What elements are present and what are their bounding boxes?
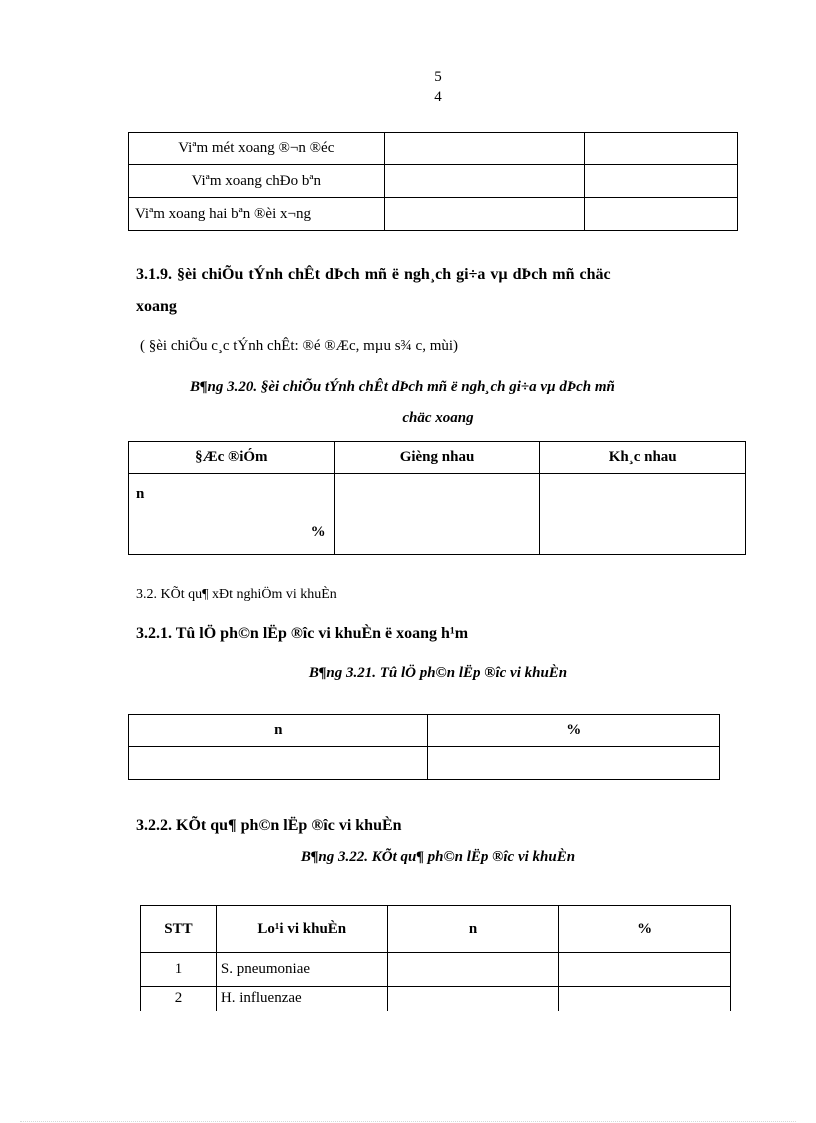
table-row — [141, 953, 731, 987]
column-header: §Æc ®iÓm — [129, 442, 335, 474]
table-cell: Viªm mét xoang ®¬n ®éc — [129, 133, 385, 165]
table-diagnosis-continued — [128, 132, 738, 231]
table-cell — [559, 987, 731, 1012]
table-cell — [585, 198, 738, 231]
page-bottom-divider — [20, 1121, 796, 1122]
table-caption-3-21: B¶ng 3.21. Tû lÖ ph©n lËp ®îc vi khuÈn — [308, 665, 568, 681]
table-caption-3-22: B¶ng 3.22. KÕt qu¶ ph©n lËp ®îc vi khuÈn — [300, 849, 576, 865]
column-header: n — [129, 715, 428, 747]
section-heading-3-2: 3.2. KÕt qu¶ xÐt nghiÖm vi khuÈn — [136, 587, 337, 602]
table-header-row — [129, 442, 746, 474]
column-header: Lo¹i vi khuÈn — [216, 906, 387, 953]
comparison-note: ( §èi chiÕu c¸c tÝnh chÊt: ®é ®Æc, mµu s¾ c, mùi) — [140, 338, 459, 354]
table-row — [129, 474, 746, 555]
row-number: 1 — [141, 953, 217, 987]
section-heading-3-2-1: 3.2.1. Tû lÖ ph©n lËp ®îc vi khuÈn ë xoang h¹m — [136, 625, 469, 642]
column-header: % — [428, 715, 720, 747]
table-row — [129, 133, 738, 165]
table-cell — [540, 474, 746, 555]
page-number-line-2: 4 — [434, 89, 442, 105]
table-3-21 — [128, 714, 720, 780]
table-cell — [384, 165, 585, 198]
table-header-row — [141, 906, 731, 953]
column-header: Gièng nhau — [334, 442, 540, 474]
table-cell — [334, 474, 540, 555]
table-row — [129, 747, 720, 780]
section-heading-3-1-9-cont: xoang — [136, 298, 177, 315]
table-3-22 — [140, 905, 731, 1011]
bacteria-name: S. pneumoniae — [216, 953, 387, 987]
table-cell — [585, 133, 738, 165]
table-row — [129, 165, 738, 198]
section-heading-3-1-9: 3.1.9. §èi chiÕu tÝnh chÊt dÞch mñ ë ngh¸ch gi÷a vµ dÞch mñ chäc — [136, 266, 611, 283]
table-cell — [387, 987, 559, 1012]
table-cell — [384, 198, 585, 231]
row-label-percent: % — [310, 524, 326, 540]
table-cell — [129, 747, 428, 780]
table-cell: Viªm xoang chÐo bªn — [129, 165, 385, 198]
bacteria-name: H. influenzae — [216, 987, 387, 1012]
column-header: Kh¸c nhau — [540, 442, 746, 474]
table-cell — [559, 953, 731, 987]
table-3-22-clip — [140, 905, 732, 1011]
table-caption-3-20-cont: chäc xoang — [402, 410, 474, 426]
column-header: n — [387, 906, 559, 953]
table-cell — [585, 165, 738, 198]
row-number: 2 — [141, 987, 217, 1012]
table-cell: Viªm xoang hai bªn ®èi x¬ng — [129, 198, 385, 231]
table-cell — [129, 474, 335, 555]
table-caption-3-20: B¶ng 3.20. §èi chiÕu tÝnh chÊt dÞch mñ ë ngh¸ch gi÷a vµ dÞch mñ — [190, 379, 615, 395]
table-header-row — [129, 715, 720, 747]
section-heading-3-2-2: 3.2.2. KÕt qu¶ ph©n lËp ®îc vi khuÈn — [136, 817, 402, 834]
page-number-line-1: 5 — [434, 69, 442, 85]
table-cell — [428, 747, 720, 780]
table-cell — [384, 133, 585, 165]
column-header: % — [559, 906, 731, 953]
column-header: STT — [141, 906, 217, 953]
row-label-n: n — [136, 486, 145, 502]
table-row — [141, 987, 731, 1012]
table-cell — [387, 953, 559, 987]
table-row — [129, 198, 738, 231]
table-3-20 — [128, 441, 746, 555]
